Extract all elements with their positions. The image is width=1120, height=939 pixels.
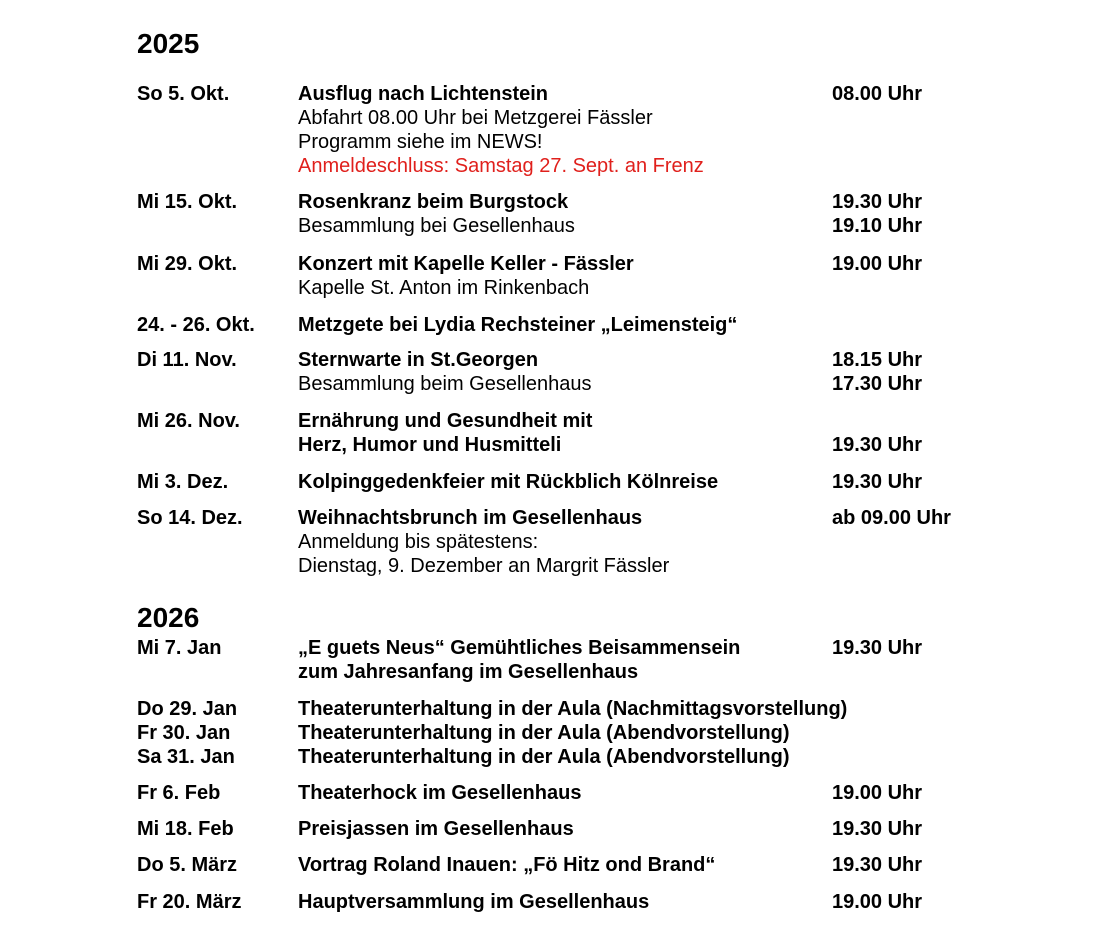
event-date: 24. - 26. Okt.	[137, 314, 255, 336]
event-title: Vortrag Roland Inauen: „Fö Hitz ond Brand“	[298, 854, 716, 876]
event-title: Sternwarte in St.Georgen	[298, 349, 539, 371]
event-title: Konzert mit Kapelle Keller - Fässler	[298, 253, 634, 275]
registration-deadline: Anmeldeschluss: Samstag 27. Sept. an Frenz	[298, 155, 704, 177]
event-date: Mi 29. Okt.	[137, 253, 238, 275]
year-heading-2026: 2026	[137, 602, 200, 633]
event-time: 18.15 Uhr	[832, 349, 923, 371]
event-title: Metzgete bei Lydia Rechsteiner „Leimensteig“	[298, 314, 738, 336]
event-time: 19.30 Uhr	[832, 818, 923, 840]
event-title: Kolpinggedenkfeier mit Rückblich Kölnreise	[298, 471, 719, 493]
event-time: 19.30 Uhr	[832, 434, 923, 456]
event-detail-time: 19.10 Uhr	[832, 215, 923, 237]
event-date: Fr 30. Jan	[137, 722, 231, 744]
event-date: Di 11. Nov.	[137, 349, 237, 371]
event-date: So 14. Dez.	[137, 507, 243, 529]
event-time: ab 09.00 Uhr	[832, 507, 951, 529]
event-title: Theaterunterhaltung in der Aula (Nachmittagsvorstellung)	[298, 698, 848, 720]
event-date: So 5. Okt.	[137, 83, 230, 105]
event-detail: Anmeldung bis spätestens:	[298, 531, 539, 553]
event-date: Do 5. März	[137, 854, 238, 876]
event-date: Fr 20. März	[137, 891, 242, 913]
event-date: Mi 3. Dez.	[137, 471, 229, 493]
event-date: Sa 31. Jan	[137, 746, 235, 768]
event-detail: Abfahrt 08.00 Uhr bei Metzgerei Fässler	[298, 107, 653, 129]
event-date: Fr 6. Feb	[137, 782, 221, 804]
event-title: Hauptversammlung im Gesellenhaus	[298, 891, 650, 913]
event-time: 19.00 Uhr	[832, 891, 923, 913]
event-time: 19.30 Uhr	[832, 637, 923, 659]
event-title-line2: zum Jahresanfang im Gesellenhaus	[298, 661, 639, 683]
event-detail: Besammlung bei Gesellenhaus	[298, 215, 575, 237]
event-title: Rosenkranz beim Burgstock	[298, 191, 569, 213]
event-title: Theaterunterhaltung in der Aula (Abendvorstellung)	[298, 722, 790, 744]
event-title: Ernährung und Gesundheit mit	[298, 410, 593, 432]
event-title: Ausflug nach Lichtenstein	[298, 83, 549, 105]
event-title: Theaterunterhaltung in der Aula (Abendvorstellung)	[298, 746, 790, 768]
event-date: Mi 26. Nov.	[137, 410, 240, 432]
event-time: 19.00 Uhr	[832, 253, 923, 275]
event-detail: Besammlung beim Gesellenhaus	[298, 373, 592, 395]
event-detail: Dienstag, 9. Dezember an Margrit Fässler	[298, 555, 670, 577]
event-time: 19.30 Uhr	[832, 854, 923, 876]
event-time: 08.00 Uhr	[832, 83, 923, 105]
event-time: 19.30 Uhr	[832, 191, 923, 213]
event-date: Mi 15. Okt.	[137, 191, 238, 213]
event-title: Weihnachtsbrunch im Gesellenhaus	[298, 507, 643, 529]
event-detail: Programm siehe im NEWS!	[298, 131, 543, 153]
event-title: „E guets Neus“ Gemühtliches Beisammensein	[298, 637, 741, 659]
year-heading-2025: 2025	[137, 28, 200, 59]
event-detail: Kapelle St. Anton im Rinkenbach	[298, 277, 590, 299]
event-title-line2: Herz, Humor und Husmitteli	[298, 434, 562, 456]
event-date: Mi 18. Feb	[137, 818, 234, 840]
event-time: 19.30 Uhr	[832, 471, 923, 493]
event-date: Mi 7. Jan	[137, 637, 222, 659]
event-title: Theaterhock im Gesellenhaus	[298, 782, 582, 804]
event-time: 19.00 Uhr	[832, 782, 923, 804]
event-date: Do 29. Jan	[137, 698, 238, 720]
event-title: Preisjassen im Gesellenhaus	[298, 818, 574, 840]
event-detail-time: 17.30 Uhr	[832, 373, 923, 395]
